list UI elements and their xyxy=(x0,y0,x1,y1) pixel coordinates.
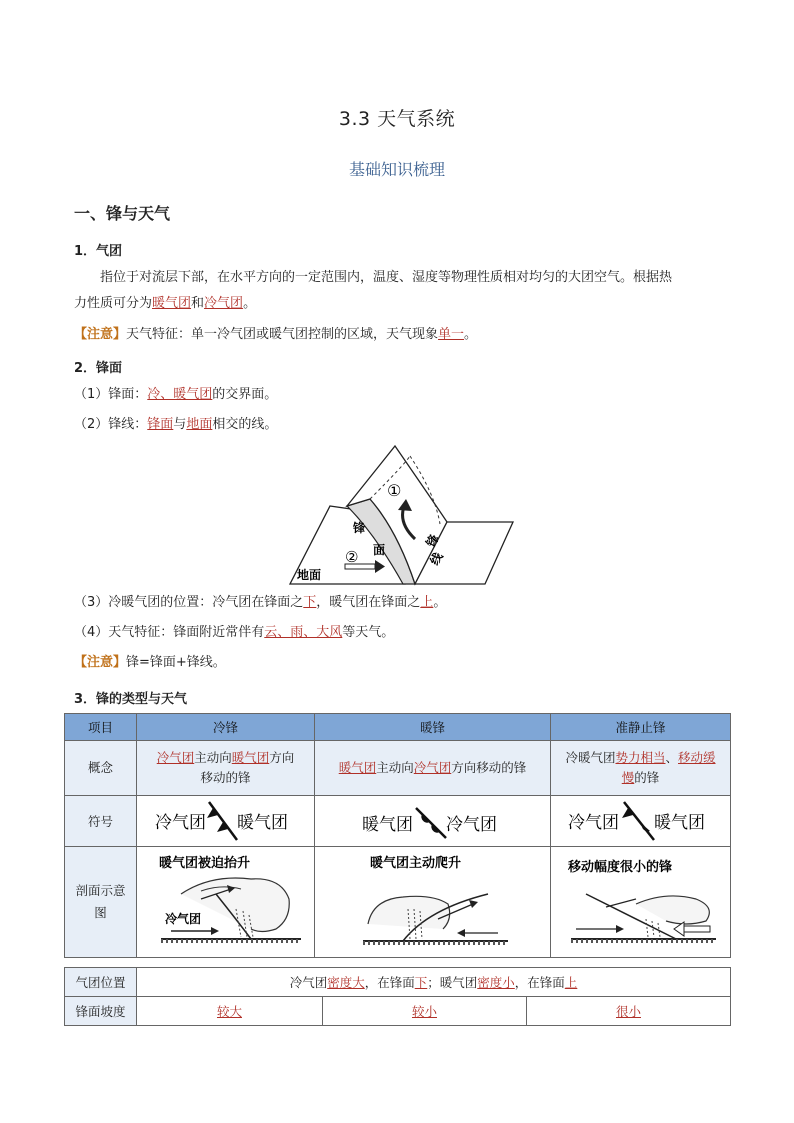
front-item3 xyxy=(74,590,446,616)
front-item2 xyxy=(74,412,277,438)
airmass-paragraph xyxy=(74,265,734,317)
text: 方向移动的锋 xyxy=(451,760,527,775)
mian-label: 面 xyxy=(373,543,386,557)
fengxian-label-2: 线 xyxy=(427,550,446,568)
key-term: 势力相当 xyxy=(615,750,666,765)
warm-air-arrow xyxy=(684,926,710,932)
header-cell: 项目 xyxy=(65,714,137,741)
front-line xyxy=(624,802,654,840)
text: ；暖气团 xyxy=(427,975,478,990)
position-text xyxy=(137,968,731,997)
front-diagram xyxy=(285,444,520,589)
arrowhead xyxy=(616,925,624,933)
front-note xyxy=(74,650,226,676)
text: 方向 xyxy=(269,750,295,765)
front-heading: 2．锋面 xyxy=(74,361,123,376)
cold-front-section-diagram xyxy=(141,849,311,953)
key-term: 暖气团 xyxy=(231,750,270,765)
slope-cell xyxy=(137,997,323,1026)
cold-front-symbol xyxy=(151,798,301,842)
concept-row xyxy=(65,741,731,796)
cold-concept xyxy=(137,741,315,796)
upper-arrow xyxy=(606,899,636,907)
arrowhead xyxy=(457,929,465,937)
key-term: 密度小 xyxy=(477,975,515,990)
symbol-text: 冷气团 xyxy=(567,812,619,833)
slope-value: 很小 xyxy=(615,1004,641,1019)
warm-section xyxy=(315,847,551,958)
key-term: 慢 xyxy=(621,770,635,785)
cold-symbol xyxy=(137,796,315,847)
row-label xyxy=(65,847,137,958)
front-item2-key1: 锋面 xyxy=(147,417,174,432)
front-item4 xyxy=(74,620,394,646)
cold-section xyxy=(137,847,315,958)
header-cell: 准静止锋 xyxy=(551,714,731,741)
warm-semicircle xyxy=(641,824,649,831)
text: （2）锋线： xyxy=(74,417,148,432)
key-term: 下 xyxy=(414,975,428,990)
text: 主动向 xyxy=(376,760,414,775)
page-title: 3.3 天气系统 xyxy=(338,108,456,130)
text: （3）冷暖气团的位置：冷气团在锋面之 xyxy=(74,595,304,610)
warm-semicircle xyxy=(421,814,430,823)
text: 等天气。 xyxy=(342,625,395,640)
page-subtitle: 基础知识梳理 xyxy=(348,160,445,179)
feng-label: 锋 xyxy=(353,521,366,535)
diagram-caption: 移动幅度很小的锋 xyxy=(567,859,672,875)
symbol-row xyxy=(65,796,731,847)
text: （1）锋面： xyxy=(74,387,148,402)
text: 相交的线。 xyxy=(212,417,278,432)
note-label: 【注意】 xyxy=(74,327,127,342)
symbol-text: 冷气团 xyxy=(445,814,497,835)
header-cell: 冷锋 xyxy=(137,714,315,741)
slope-cell xyxy=(527,997,731,1026)
slope-row xyxy=(65,997,731,1026)
circle1-label: ① xyxy=(387,481,402,500)
cold-airmass-label: 冷气团 xyxy=(164,911,201,926)
airmass-line2 xyxy=(74,291,734,317)
text: 。 xyxy=(464,327,478,342)
text: 冷气团 xyxy=(289,975,328,990)
slope-value: 较小 xyxy=(411,1004,437,1019)
front-properties-table xyxy=(64,967,731,1026)
text: 、 xyxy=(665,750,679,765)
symbol-text: 暖气团 xyxy=(361,814,413,835)
text: 图 xyxy=(94,905,107,920)
front-item2-key2: 地面 xyxy=(186,417,213,432)
row-label: 气团位置 xyxy=(65,968,137,997)
text: 。 xyxy=(433,595,447,610)
cold-triangle xyxy=(207,808,218,818)
airmass-note xyxy=(74,322,477,348)
key-term: 暖气团 xyxy=(338,760,377,775)
circle2-label: ② xyxy=(345,548,359,566)
warm-semicircle xyxy=(431,824,440,833)
stationary-concept xyxy=(551,741,731,796)
key-term: 密度大 xyxy=(327,975,365,990)
section-heading: 一、锋与天气 xyxy=(74,204,171,223)
text: 和 xyxy=(191,296,205,311)
note-key: 单一 xyxy=(438,327,465,342)
text: 锋=锋面+锋线。 xyxy=(126,655,226,670)
key-term: 冷气团 xyxy=(413,760,452,775)
arrowhead xyxy=(469,900,478,908)
stationary-front-section-diagram xyxy=(556,849,726,953)
text: ，在锋面 xyxy=(514,975,565,990)
note-label: 【注意】 xyxy=(74,655,127,670)
airmass-heading: 1．气团 xyxy=(74,244,123,259)
front-item3-key1: 下 xyxy=(303,595,317,610)
stationary-symbol xyxy=(551,796,731,847)
cloud-shape xyxy=(636,895,709,923)
front-item1 xyxy=(74,382,277,408)
arrowhead xyxy=(211,927,219,935)
text: 与 xyxy=(173,417,187,432)
row-label: 符号 xyxy=(65,796,137,847)
section-row xyxy=(65,847,731,958)
text: 移动的锋 xyxy=(200,770,251,785)
front-types-table xyxy=(64,713,731,958)
warm-airmass-key: 暖气团 xyxy=(152,296,192,311)
text: ，在锋面 xyxy=(364,975,415,990)
airmass-line1: 指位于对流层下部，在水平方向的一定范围内，温度、湿度等物理性质相对均匀的大团空气。根据热 xyxy=(100,270,673,285)
ground-label: 地面 xyxy=(297,568,322,582)
text: 天气特征：单一冷气团或暖气团控制的区域，天气现象 xyxy=(126,327,439,342)
front-item1-key: 冷、暖气团 xyxy=(147,387,213,402)
text: （4）天气特征：锋面附近常伴有 xyxy=(74,625,265,640)
fengxian-label-1: 锋 xyxy=(423,532,442,550)
stationary-section xyxy=(551,847,731,958)
symbol-text: 暖气团 xyxy=(653,812,705,833)
front-item3-key2: 上 xyxy=(420,595,434,610)
symbol-text: 冷气团 xyxy=(154,812,206,833)
types-heading: 3．锋的类型与天气 xyxy=(74,692,188,707)
text: 剖面示意 xyxy=(75,883,126,898)
diagram-caption: 暖气团被迫抬升 xyxy=(158,855,250,871)
text: ，暖气团在锋面之 xyxy=(316,595,421,610)
table-header-row xyxy=(65,714,731,741)
key-term: 移动缓 xyxy=(678,750,716,765)
row-label: 概念 xyxy=(65,741,137,796)
position-row xyxy=(65,968,731,997)
cold-airmass-key: 冷气团 xyxy=(204,296,244,311)
stationary-front-symbol xyxy=(566,798,716,842)
warm-symbol xyxy=(315,796,551,847)
symbol-text: 暖气团 xyxy=(236,812,288,833)
row-label: 锋面坡度 xyxy=(65,997,137,1026)
text: 力性质可分为 xyxy=(74,296,153,311)
text: 的锋 xyxy=(634,770,660,785)
slope-cell xyxy=(323,997,527,1026)
warm-front-symbol xyxy=(358,798,508,842)
text: 的交界面。 xyxy=(212,387,278,402)
front-item4-key: 云、雨、大风 xyxy=(264,625,343,640)
front-line xyxy=(209,802,237,840)
slope-value: 较大 xyxy=(216,1004,242,1019)
header-cell: 暖锋 xyxy=(315,714,551,741)
text: 冷暖气团 xyxy=(565,750,616,765)
key-term: 上 xyxy=(564,975,578,990)
text: 主动向 xyxy=(194,750,232,765)
diagram-caption: 暖气团主动爬升 xyxy=(369,855,461,871)
key-term: 冷气团 xyxy=(156,750,195,765)
warm-front-section-diagram xyxy=(348,849,518,953)
warm-concept xyxy=(315,741,551,796)
text: 。 xyxy=(243,296,257,311)
front-line xyxy=(416,808,446,838)
